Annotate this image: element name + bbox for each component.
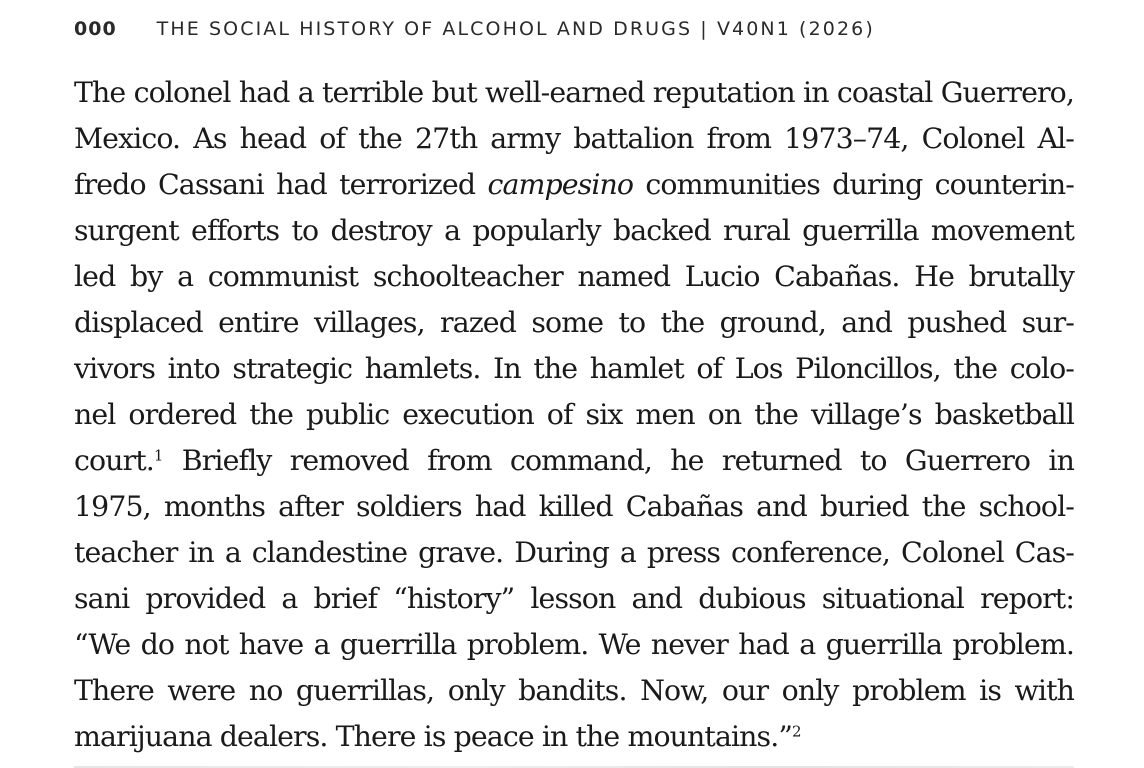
text-line bbox=[74, 254, 1074, 300]
text-run: led by a communist schoolteacher named Lucio Cabañas. He brutally bbox=[74, 260, 1074, 293]
text-run: vivors into strategic hamlets. In the hamlet of Los Piloncillos, the colo- bbox=[74, 352, 1074, 385]
text-run: fredo Cassani had terrorized bbox=[74, 168, 488, 201]
body-paragraph bbox=[74, 70, 1074, 760]
text-line bbox=[74, 162, 1074, 208]
running-head: THE SOCIAL HISTORY OF ALCOHOL AND DRUGS | V40N1 (2026) bbox=[156, 18, 875, 40]
footnote-marker[interactable]: 2 bbox=[791, 722, 802, 741]
text-line bbox=[74, 392, 1074, 438]
text-run: “We do not have a guerrilla problem. We never had a guerrilla problem. bbox=[74, 628, 1074, 661]
text-run: teacher in a clandestine grave. During a press conference, Colonel Cas- bbox=[74, 536, 1074, 569]
text-run: court. bbox=[74, 444, 154, 477]
italic-term: campesino bbox=[487, 168, 634, 201]
text-run: The colonel had a terrible but well-earned reputation in coastal Guerrero, bbox=[74, 76, 1074, 109]
text-run: marijuana dealers. There is peace in the mountains.” bbox=[74, 720, 792, 753]
text-run: nel ordered the public execution of six men on the village’s basketball bbox=[74, 398, 1074, 431]
text-line bbox=[74, 576, 1074, 622]
text-run: communities during counterin- bbox=[633, 168, 1074, 201]
text-run: There were no guerrillas, only bandits. Now, our only problem is with bbox=[74, 674, 1074, 707]
text-line bbox=[74, 438, 1074, 484]
page-header bbox=[74, 17, 875, 41]
text-run: 1975, months after soldiers had killed Cabañas and buried the school- bbox=[74, 490, 1074, 523]
text-run: Mexico. As head of the 27th army battalion from 1973–74, Colonel Al- bbox=[74, 122, 1074, 155]
text-run: Briefly removed from command, he returned to Guerrero in bbox=[163, 444, 1074, 477]
text-line bbox=[74, 484, 1074, 530]
text-line bbox=[74, 300, 1074, 346]
text-run: surgent efforts to destroy a popularly backed rural guerrilla movement bbox=[74, 214, 1074, 247]
text-line bbox=[74, 668, 1074, 714]
text-line bbox=[74, 208, 1074, 254]
text-line bbox=[74, 116, 1074, 162]
text-line bbox=[74, 70, 1074, 116]
text-line bbox=[74, 714, 1074, 760]
text-line bbox=[74, 346, 1074, 392]
text-line bbox=[74, 530, 1074, 576]
page-number: 000 bbox=[74, 18, 117, 40]
footnote-marker[interactable]: 1 bbox=[153, 446, 164, 465]
cut-off-next-line bbox=[74, 756, 1074, 768]
text-line bbox=[74, 622, 1074, 668]
text-run: sani provided a brief “history” lesson and dubious situational report: bbox=[74, 582, 1074, 615]
text-run: displaced entire villages, razed some to the ground, and pushed sur- bbox=[74, 306, 1074, 339]
